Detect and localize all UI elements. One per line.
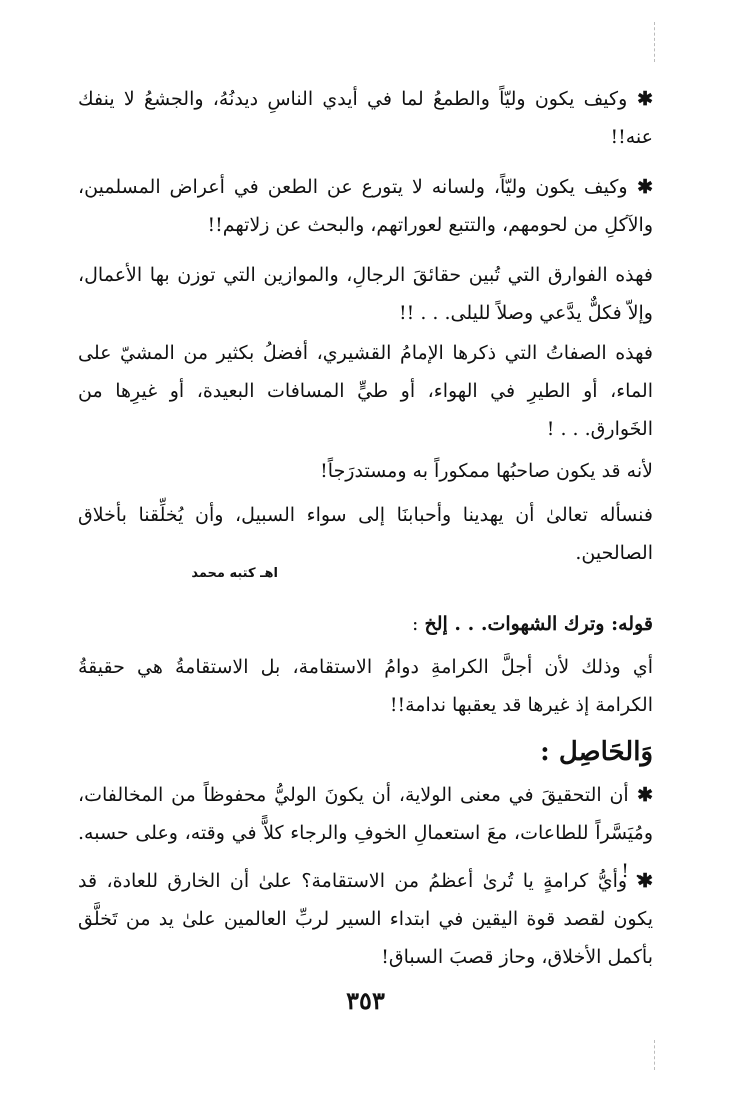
paragraph-8: ✱ أن التحقيقَ في معنى الولاية، أن يكونَ الوليُّ محفوظاً من المخالفات، ومُيَسَّراً للطاعات، معَ استعمالِ الخوفِ والرجاء كلاًّ في وقته، وعلى حسبه. . . !: [78, 776, 653, 890]
section-heading-qawl: [78, 605, 653, 643]
page-number: ٣٥٣: [346, 986, 385, 1015]
qawl-colon: :: [412, 613, 419, 635]
paragraph-2: ✱ وكيف يكون وليّاً، ولسانه لا يتورع عن الطعن في أعراض المسلمين، والآكلِ من لحومهم، والتتبع لعوراتهم، والبحث عن زلاتهم!!: [78, 168, 653, 244]
paragraph-7: أي وذلك لأن أجلَّ الكرامةِ دوامُ الاستقامة، بل الاستقامةُ هي حقيقةُ الكرامة إذ غيرها قد يعقبها ندامة!!: [78, 656, 653, 716]
paragraph-5: لأنه قد يكون صاحبُها ممكوراً به ومستدرَجاً!: [320, 460, 653, 482]
page-edge-mark: [654, 22, 655, 62]
paragraph-6: فنسأله تعالىٰ أن يهدينا وأحبابنَا إلى سواء السبيل، وأن يُخلِّقنا بأخلاق الصالحين.: [78, 504, 653, 564]
qawl-label: قوله: وترك الشهوات. . . إلخ: [424, 613, 653, 635]
signature-note: اهـ كتبه محمد: [191, 566, 278, 581]
paragraph-9: ✱ وأيُّ كرامةٍ يا تُرىٰ أعظمُ من الاستقامة؟ علىٰ أن الخارق للعادة، قد يكون لقصد قوة اليقين في ابتداء السير لربِّ العالمين علىٰ يد من تَخلَّق بأكمل الأخلاق، وحاز قصبَ السباق!: [78, 862, 653, 976]
section-heading-hasil: وَالحَاصِل :: [540, 737, 653, 767]
paragraph-4: فهذه الصفاتُ التي ذكرها الإمامُ القشيري، أفضلُ بكثير من المشيّ على الماء، أو الطيرِ في الهواء، أو طيٍّ المسافات البعيدة، أو غيرِها من الخَوارق. . . !: [78, 342, 653, 440]
page-edge-mark-bottom: [654, 1040, 655, 1070]
paragraph-1: ✱ وكيف يكون وليّاً والطمعُ لما في أيدي الناسِ ديدنُهُ، والجشعُ لا ينفك عنه!!: [78, 80, 653, 156]
paragraph-3: فهذه الفوارق التي تُبين حقائقَ الرجالِ، والموازين التي توزن بها الأعمال، وإلاّ فكلٌّ يدَّعي وصلاً لليلى. . . !!: [78, 264, 653, 324]
